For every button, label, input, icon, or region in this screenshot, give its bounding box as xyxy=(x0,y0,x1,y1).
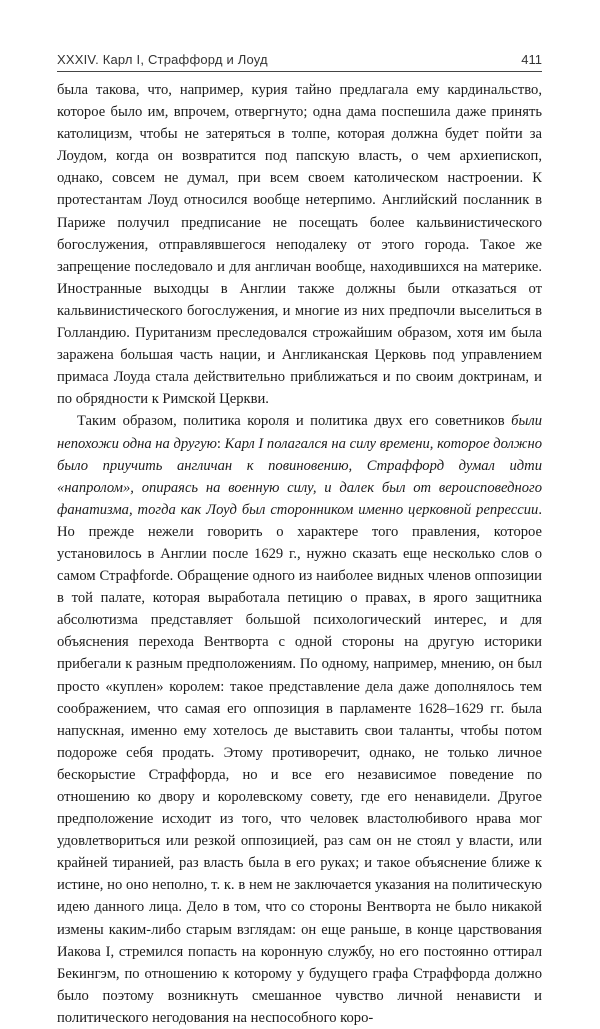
page-number: 411 xyxy=(521,52,542,67)
paragraph-2-italic-2: Карл I полагался на силу времени, которое должно было приучить англичан к повиновению, Страффорд думал идти «напролом», опираясь на военную силу, и далек был от вероисповедного фанатизма, тогда как Лоуд был сторонником именно церковной репрессии xyxy=(57,435,542,518)
paragraph-2-rest: . Но прежде нежели говорить о характере того правления, которое установилось в Англии после 1629 г., нужно сказать еще несколько слов о самом Страфforde. Обращение одного из наиболее видных членов оппозиции в той палате, которая выработала петицию о правах, в ярого защитника абсолютизма представляет большой психологический интерес, и для объяснения перехода Вентворта с одной стороны на другую историки прибегали к разным предположениям. По одному, например, мнению, он был просто «куплен» королем: такое представление дела даже дополнялось тем соображением, что самая его оппозиция в парламенте 1628–1629 гг. была напускная, именно ему хотелось де выставить свои таланты, чтобы потом подороже себя продать. Этому противоречит, однако, не только личное бескорыстие Страффорда, но и все его независимое поведение по отношению ко двору и королевскому совету, где его ненавидели. Другое предположение исходит из того, что человек властолюбивого нрава мог удовлетвориться или резкой оппозицией, раз сам он не стоял у власти, или крайней тиранией, раз власть была в его руках; и такое объяснение ближе к истине, но оно неполно, т. к. в нем не заключается указания на политическую идею данного лица. Дело в том, что со стороны Вентворта не было никакой измены каким-либо старым взглядам: он еще раньше, в конце царствования Иакова I, стремился попасть на коронную службу, но его постоянно оттирал Бекингэм, по отношению к которому у будущего графа Страффорда должно было поэтому возникнуть смешанное чувство личной ненависти и политического негодования на неспособного коро- xyxy=(57,501,542,1026)
body-text xyxy=(57,79,542,1029)
paragraph-2-intro: Таким образом, политика короля и политика двух его советников xyxy=(77,413,512,430)
paragraph-2 xyxy=(57,410,542,1029)
paragraph-1: была такова, что, например, курия тайно предлагала ему кардинальство, которое было им, впрочем, отвергнуто; одна дама поспешила даже принять католицизм, чтобы не затеряться в толпе, которая должна будет пойти за Лоудом, когда он возвратится под папскую власть, о чем архиепископ, однако, совсем не думал, при всем своем католическом настроении. К протестантам Лоуд относился вообще нетерпимо. Английский посланник в Париже получил предписание не посещать более кальвинистического богослужения, отправлявшегося неподалеку от этого города. Такое же запрещение последовало и для англичан вообще, находившихся на материке. Иностранные выходцы в Англии также должны были отказаться от кальвинистического богослужения, и многие из них предпочли выселиться в Голландию. Пуританизм преследовался строжайшим образом, хотя им была заражена большая часть нации, и Англиканская Церковь под управлением примаса Лоуда стала действительно приближаться и по своим доктринам, и по обрядности к Римской Церкви. xyxy=(57,82,542,408)
running-header xyxy=(57,52,542,76)
header-rule xyxy=(57,71,542,72)
chapter-title: XXXIV. Карл I, Страффорд и Лоуд xyxy=(57,52,268,67)
paragraph-2-italic-1: были непохожи одна на другую xyxy=(57,413,542,452)
paragraph-2-sep: : xyxy=(216,435,225,452)
